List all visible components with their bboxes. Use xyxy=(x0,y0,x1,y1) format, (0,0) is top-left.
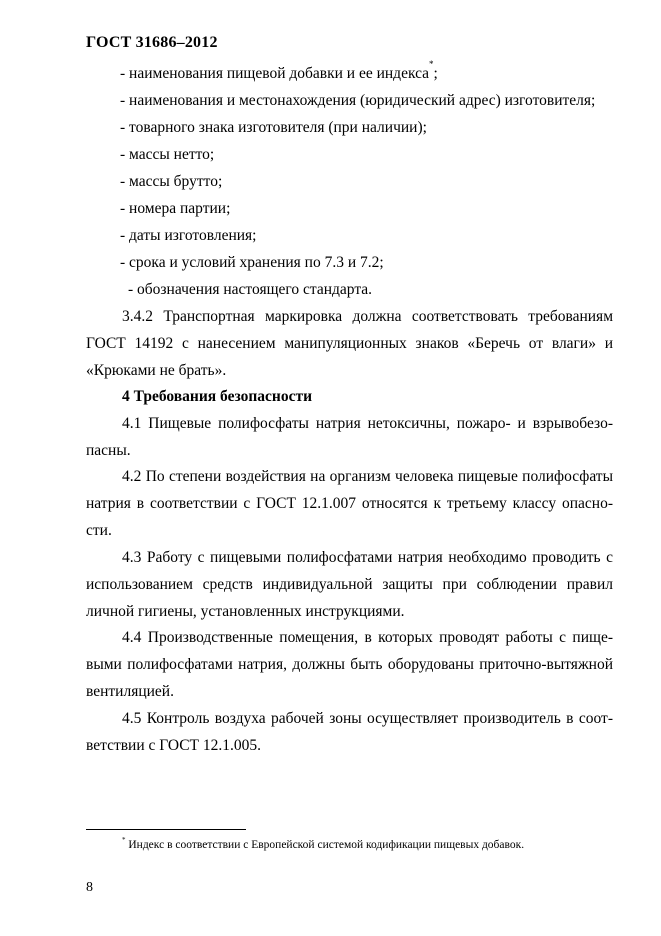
list-item xyxy=(120,60,595,87)
clause-4-3: 4.3 Работу с пищевыми полифосфатами натрия необходимо проводить с использованием средств индивидуальной защиты при соблюдении правил личной гигиены, установленных инструкциями. xyxy=(86,549,613,620)
footnote xyxy=(122,838,524,852)
list-item-suffix: ; xyxy=(433,65,438,82)
list-item: - наименования и местонахождения (юридический адрес) изготовителя; xyxy=(120,92,596,109)
clause-4-4: 4.4 Производственные помещения, в которых проводят работы с пищевыми полифосфатами натрия, должны быть оборудованы приточно-вытяжной вентиляцией. xyxy=(86,629,613,700)
section-heading: 4 Требования безопасности xyxy=(122,388,313,405)
list-item: - обозначения настоящего стандарта. xyxy=(128,281,373,298)
clause-4-1: 4.1 Пищевые полифосфаты натрия нетоксичны, пожаро- и взрывобезопасны. xyxy=(86,415,613,459)
list-item: - массы брутто; xyxy=(120,173,223,190)
list-item-text: - наименования пищевой добавки и ее индекса xyxy=(120,65,430,82)
list-item: - даты изготовления; xyxy=(120,227,257,244)
clause-4-2: 4.2 По степени воздействия на организм человека пищевые полифосфаты натрия в соответствии с ГОСТ 12.1.007 относятся к третьему классу опасности. xyxy=(86,468,613,539)
document-header: ГОСТ 31686–2012 xyxy=(86,34,218,51)
list-item: - срока и условий хранения по 7.3 и 7.2; xyxy=(120,254,384,271)
list-item: - товарного знака изготовителя (при наличии); xyxy=(120,119,427,136)
footnote-mark: * xyxy=(122,836,126,844)
footnote-text: Индекс в соответствии с Европейской системой кодификации пищевых добавок. xyxy=(128,839,525,851)
clause-4-5: 4.5 Контроль воздуха рабочей зоны осуществляет производитель в соответствии с ГОСТ 12.1.005. xyxy=(86,710,613,754)
labelling-list xyxy=(120,60,595,303)
list-item: - массы нетто; xyxy=(120,146,215,163)
list-item: - номера партии; xyxy=(120,200,231,217)
clause-3-4-2: 3.4.2 Транспортная маркировка должна соответствовать требованиям ГОСТ 14192 с нанесением манипуляционных знаков «Беречь от влаги» и «Крюками не брать». xyxy=(86,308,613,379)
footnote-mark: * xyxy=(429,59,434,69)
footnote-divider xyxy=(86,829,246,830)
page-number: 8 xyxy=(86,880,93,895)
